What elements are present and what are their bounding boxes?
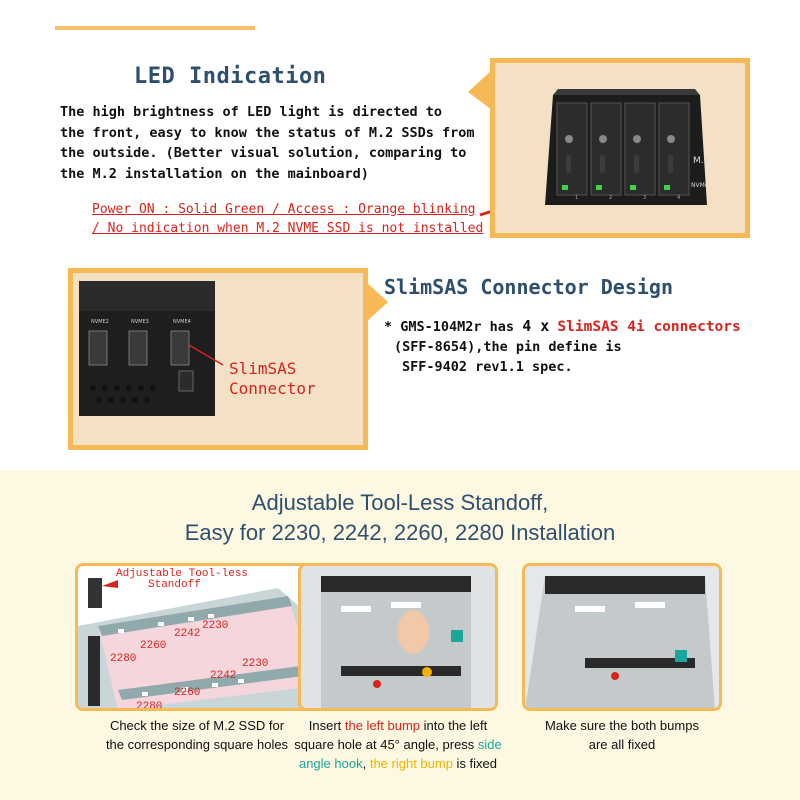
- led-desc-line: the outside. (Better visual solution, comparing to: [60, 145, 467, 161]
- slot-number: 4: [677, 195, 681, 201]
- port-label: NVME2: [91, 319, 109, 325]
- fixed-bumps-image: [525, 566, 721, 710]
- slimsas-callout-line: Connector: [229, 379, 316, 398]
- slimsas-description: [384, 316, 741, 377]
- card-1-caption-line: Check the size of M.2 SSD for: [109, 718, 285, 733]
- led-desc-line: the M.2 installation on the mainboard): [60, 165, 369, 182]
- slot-number: 1: [575, 195, 579, 201]
- led-description: [60, 102, 490, 184]
- cap-side: side: [477, 737, 502, 752]
- top-accent-line: [55, 26, 255, 30]
- size-label: 2242: [174, 628, 201, 640]
- slimsas-photo: [73, 273, 363, 445]
- size-label: 2280: [110, 653, 137, 665]
- standoff-title-line1: Adjustable Tool-Less Standoff,: [251, 490, 549, 515]
- led-desc-line: the front, easy to know the status of M.2 SSDs from: [60, 124, 475, 141]
- port-label: NVME3: [131, 319, 149, 325]
- card-2-caption-line3: [263, 754, 533, 773]
- insert-bump-image: [301, 566, 497, 710]
- card-3-caption-line: are all fixed: [588, 737, 656, 752]
- size-label: 2242: [210, 670, 237, 682]
- cap-text: square hole at 45° angle, press: [294, 737, 478, 752]
- led-desc-line: The high brightness of LED light is directed to: [60, 104, 443, 120]
- led-title: LED Indication: [134, 64, 327, 89]
- cap-text: Insert: [308, 718, 345, 733]
- cap-left-bump: the left bump: [344, 718, 421, 733]
- led-status-text: [92, 200, 483, 238]
- standoff-label-2: Standoff: [148, 579, 201, 591]
- size-label: 2260: [174, 687, 201, 699]
- slimsas-desc-highlight: SlimSAS 4i connectors: [557, 319, 741, 335]
- slimsas-desc-count: 4 x: [522, 317, 550, 335]
- size-label: 2230: [242, 658, 269, 670]
- size-label: 2230: [202, 620, 229, 632]
- slot-number: 3: [643, 195, 647, 201]
- led-status-line: Power ON : Solid Green / Access : Orange blinking: [92, 202, 476, 217]
- card-3-caption-line: Make sure the both bumps: [545, 718, 699, 733]
- slimsas-photo-frame: [68, 268, 368, 450]
- photo-m2-label: M.2: [693, 156, 710, 166]
- slot-number: 2: [609, 195, 613, 201]
- slimsas-desc-line1: [384, 316, 741, 337]
- card-1-caption-line: the corresponding square holes: [105, 737, 289, 752]
- size-label: 2260: [140, 640, 167, 652]
- standoff-title-line2: Easy for 2230, 2242, 2260, 2280 Installation: [184, 520, 616, 545]
- standoff-label-1: Adjustable Tool-less: [116, 568, 249, 580]
- led-status-line: / No indication when M.2 NVME SSD is not installed: [92, 221, 484, 236]
- slimsas-desc-prefix: * GMS-104M2r has: [384, 319, 515, 335]
- card-3-caption: [487, 716, 757, 754]
- standoff-card-3: [522, 563, 722, 711]
- cap-right-bump: the right bump: [369, 756, 453, 771]
- slimsas-title: SlimSAS Connector Design: [384, 275, 673, 299]
- cap-text: is fixed: [452, 756, 498, 771]
- size-label: 2280: [136, 701, 163, 711]
- led-photo: [495, 63, 745, 233]
- drive-bay-front-image: [495, 63, 745, 233]
- cap-angle-hook: angle hook: [298, 756, 363, 771]
- slimsas-desc-line3: SFF-9402 rev1.1 spec.: [402, 359, 573, 375]
- led-photo-frame: [490, 58, 750, 238]
- cap-text: ,: [362, 756, 370, 771]
- port-label: NVME4: [173, 319, 191, 325]
- slimsas-callout-line: SlimSAS: [229, 359, 297, 378]
- standoff-card-1: [75, 563, 323, 711]
- photo-nvme-label: NVMe: [691, 182, 709, 189]
- slimsas-callout: [229, 359, 316, 399]
- slimsas-rear-image: [73, 273, 363, 445]
- slimsas-desc-line2: (SFF-8654),the pin define is: [394, 339, 622, 355]
- cap-text: into the left: [420, 718, 488, 733]
- standoff-card-2: [298, 563, 498, 711]
